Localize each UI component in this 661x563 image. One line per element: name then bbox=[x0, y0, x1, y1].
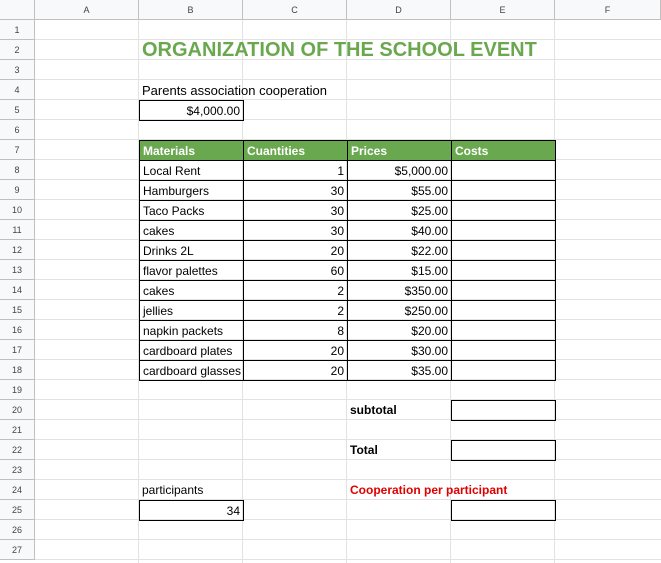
total-label[interactable]: Total bbox=[350, 443, 378, 457]
material-cell[interactable]: Hamburgers bbox=[139, 180, 244, 201]
subtotal-value-cell[interactable] bbox=[451, 400, 556, 421]
cost-cell[interactable] bbox=[451, 320, 556, 341]
price-cell[interactable]: $25.00 bbox=[347, 200, 452, 221]
cost-cell[interactable] bbox=[451, 260, 556, 281]
column-header-c[interactable]: C bbox=[243, 0, 347, 20]
cooperation-label[interactable]: Cooperation per participant bbox=[350, 483, 508, 497]
price-cell[interactable]: $5,000.00 bbox=[347, 160, 452, 181]
table-header-materials[interactable]: Materials bbox=[139, 140, 244, 161]
row-header-10[interactable]: 10 bbox=[0, 200, 35, 220]
row-header-19[interactable]: 19 bbox=[0, 380, 35, 400]
cooperation-value-cell[interactable] bbox=[451, 500, 556, 521]
row-header-7[interactable]: 7 bbox=[0, 140, 35, 160]
row-header-24[interactable]: 24 bbox=[0, 480, 35, 500]
row-header-27[interactable]: 27 bbox=[0, 540, 35, 560]
total-value-cell[interactable] bbox=[451, 440, 556, 461]
gridline-horizontal bbox=[35, 539, 661, 540]
material-cell[interactable]: Taco Packs bbox=[139, 200, 244, 221]
row-header-2[interactable]: 2 bbox=[0, 40, 35, 60]
participants-label[interactable]: participants bbox=[142, 483, 204, 497]
quantity-cell[interactable]: 30 bbox=[243, 200, 348, 221]
material-cell[interactable]: Drinks 2L bbox=[139, 240, 244, 261]
column-header-d[interactable]: D bbox=[347, 0, 451, 20]
quantity-cell[interactable]: 30 bbox=[243, 180, 348, 201]
column-header-b[interactable]: B bbox=[139, 0, 243, 20]
row-header-12[interactable]: 12 bbox=[0, 240, 35, 260]
cost-cell[interactable] bbox=[451, 160, 556, 181]
column-header-f[interactable]: F bbox=[555, 0, 661, 20]
quantity-cell[interactable]: 30 bbox=[243, 220, 348, 241]
material-cell[interactable]: cardboard glasses bbox=[139, 360, 244, 381]
row-header-21[interactable]: 21 bbox=[0, 420, 35, 440]
quantity-cell[interactable]: 2 bbox=[243, 300, 348, 321]
row-header-18[interactable]: 18 bbox=[0, 360, 35, 380]
gridline-horizontal bbox=[35, 519, 661, 520]
quantity-cell[interactable]: 20 bbox=[243, 360, 348, 381]
price-cell[interactable]: $22.00 bbox=[347, 240, 452, 261]
subtotal-label[interactable]: subtotal bbox=[350, 403, 397, 417]
cost-cell[interactable] bbox=[451, 220, 556, 241]
gridline-horizontal bbox=[35, 79, 661, 80]
row-header-11[interactable]: 11 bbox=[0, 220, 35, 240]
table-header-prices[interactable]: Prices bbox=[347, 140, 452, 161]
gridline-horizontal bbox=[35, 559, 661, 560]
row-header-6[interactable]: 6 bbox=[0, 120, 35, 140]
material-cell[interactable]: cardboard plates bbox=[139, 340, 244, 361]
material-cell[interactable]: Local Rent bbox=[139, 160, 244, 181]
quantity-cell[interactable]: 20 bbox=[243, 340, 348, 361]
row-header-1[interactable]: 1 bbox=[0, 20, 35, 40]
row-header-16[interactable]: 16 bbox=[0, 320, 35, 340]
quantity-cell[interactable]: 20 bbox=[243, 240, 348, 261]
price-cell[interactable]: $30.00 bbox=[347, 340, 452, 361]
price-cell[interactable]: $40.00 bbox=[347, 220, 452, 241]
gridline-horizontal bbox=[35, 119, 661, 120]
cost-cell[interactable] bbox=[451, 180, 556, 201]
row-header-17[interactable]: 17 bbox=[0, 340, 35, 360]
price-cell[interactable]: $15.00 bbox=[347, 260, 452, 281]
row-header-22[interactable]: 22 bbox=[0, 440, 35, 460]
row-header-5[interactable]: 5 bbox=[0, 100, 35, 120]
price-cell[interactable]: $350.00 bbox=[347, 280, 452, 301]
row-header-15[interactable]: 15 bbox=[0, 300, 35, 320]
row-header-20[interactable]: 20 bbox=[0, 400, 35, 420]
table-header-cuantities[interactable]: Cuantities bbox=[243, 140, 348, 161]
cost-cell[interactable] bbox=[451, 240, 556, 261]
price-cell[interactable]: $35.00 bbox=[347, 360, 452, 381]
row-header-3[interactable]: 3 bbox=[0, 60, 35, 80]
cost-cell[interactable] bbox=[451, 200, 556, 221]
row-header-25[interactable]: 25 bbox=[0, 500, 35, 520]
row-header-9[interactable]: 9 bbox=[0, 180, 35, 200]
material-cell[interactable]: napkin packets bbox=[139, 320, 244, 341]
row-header-14[interactable]: 14 bbox=[0, 280, 35, 300]
quantity-cell[interactable]: 8 bbox=[243, 320, 348, 341]
row-header-4[interactable]: 4 bbox=[0, 80, 35, 100]
row-header-8[interactable]: 8 bbox=[0, 160, 35, 180]
row-header-26[interactable]: 26 bbox=[0, 520, 35, 540]
material-cell[interactable]: cakes bbox=[139, 220, 244, 241]
gridline-horizontal bbox=[35, 99, 661, 100]
column-header-a[interactable]: A bbox=[35, 0, 139, 20]
quantity-cell[interactable]: 2 bbox=[243, 280, 348, 301]
material-cell[interactable]: flavor palettes bbox=[139, 260, 244, 281]
price-cell[interactable]: $250.00 bbox=[347, 300, 452, 321]
parents-amount-cell[interactable]: $4,000.00 bbox=[139, 100, 244, 121]
participants-value-cell[interactable]: 34 bbox=[139, 500, 244, 521]
cost-cell[interactable] bbox=[451, 280, 556, 301]
cost-cell[interactable] bbox=[451, 360, 556, 381]
cost-cell[interactable] bbox=[451, 300, 556, 321]
quantity-cell[interactable]: 1 bbox=[243, 160, 348, 181]
material-cell[interactable]: jellies bbox=[139, 300, 244, 321]
page-title[interactable]: ORGANIZATION OF THE SCHOOL EVENT bbox=[142, 38, 537, 61]
price-cell[interactable]: $20.00 bbox=[347, 320, 452, 341]
row-header-23[interactable]: 23 bbox=[0, 460, 35, 480]
quantity-cell[interactable]: 60 bbox=[243, 260, 348, 281]
table-header-costs[interactable]: Costs bbox=[451, 140, 556, 161]
cost-cell[interactable] bbox=[451, 340, 556, 361]
parents-label[interactable]: Parents association cooperation bbox=[142, 82, 328, 98]
select-all-corner[interactable] bbox=[0, 0, 35, 20]
column-header-e[interactable]: E bbox=[451, 0, 555, 20]
price-cell[interactable]: $55.00 bbox=[347, 180, 452, 201]
row-header-13[interactable]: 13 bbox=[0, 260, 35, 280]
material-cell[interactable]: cakes bbox=[139, 280, 244, 301]
